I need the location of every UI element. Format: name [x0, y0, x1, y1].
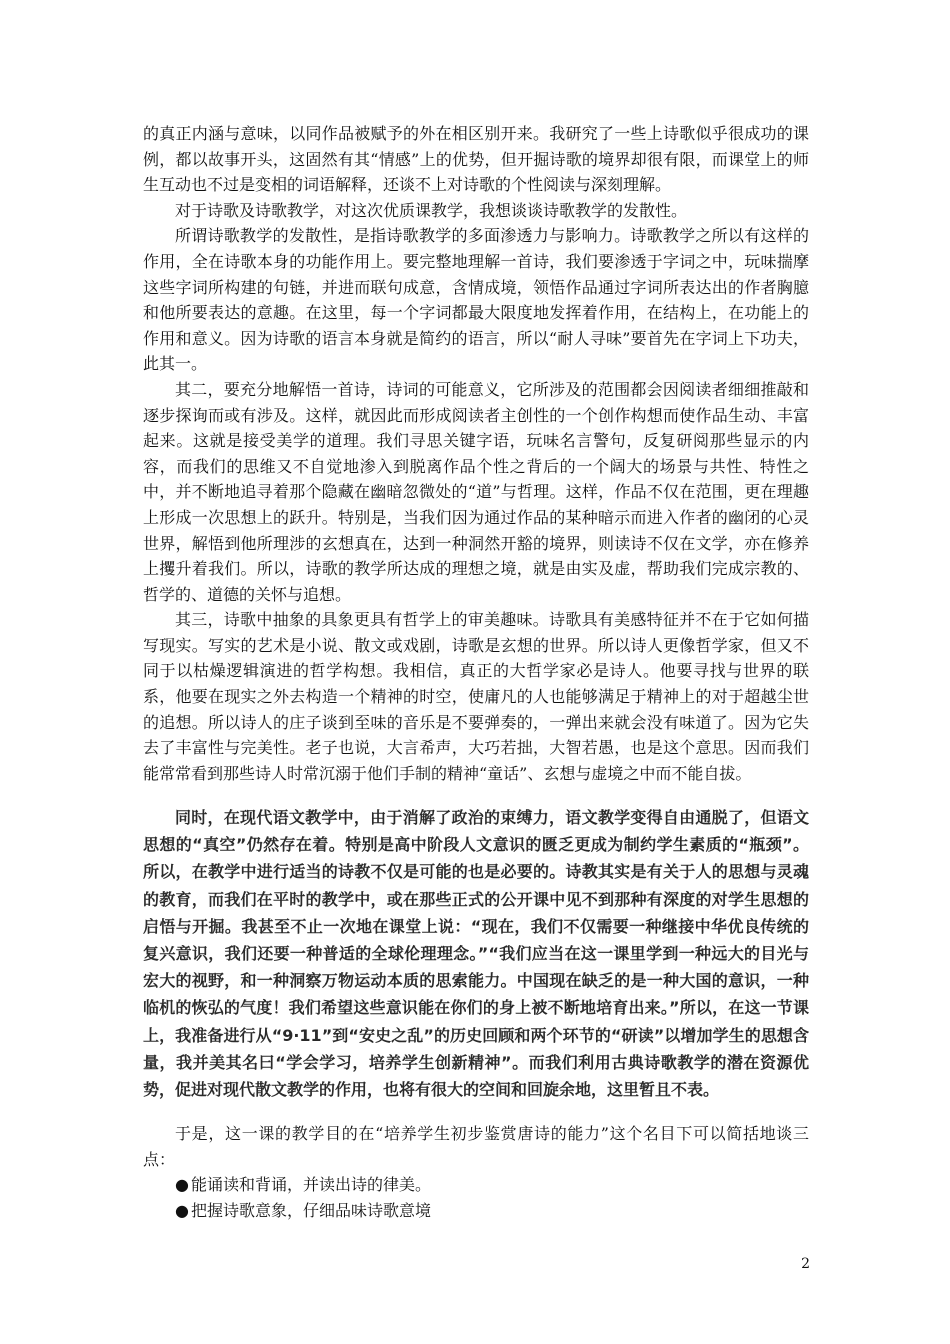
- goals-intro: 于是，这一课的教学目的在“培养学生初步鉴赏唐诗的能力”这个名目下可以简括地谈三点：: [143, 1124, 809, 1169]
- bullet-icon: ●: [175, 1175, 189, 1195]
- body-text-serif: [143, 121, 809, 786]
- goal-item: [143, 1198, 809, 1224]
- bullet-icon: ●: [175, 1200, 189, 1220]
- paragraph-topic: 对于诗歌及诗歌教学，对这次优质课教学，我想谈谈诗歌教学的发散性。: [175, 200, 688, 220]
- paragraph-point-one: 所谓诗歌教学的发散性，是指诗歌教学的多面渗透力与影响力。诗歌教学之所以有这样的作用，全在诗歌本身的功能作用上。要完整地理解一首诗，我们要渗透于字词之中，玩味揣摩这些字词所构建的句链，并进而联句成意，含情成境，领悟作品通过字词所表达出的作者胸臆和他所要表达的意趣。在这里，每一个字词都最大限度地发挥着作用，在结构上，在功能上的作用和意义。因为诗歌的语言本身就是简约的语言，所以“耐人寻味”要首先在字词上下功夫，此其一。: [143, 226, 809, 374]
- teaching-goals: [143, 1121, 809, 1223]
- page-number: 2: [801, 1256, 810, 1272]
- paragraph-modern-teaching: 同时，在现代语文教学中，由于消解了政治的束缚力，语文教学变得自由通脱了，但语文思想的“真空”仍然存在着。特别是高中阶段人文意识的匮乏更成为制约学生素质的“瓶颈”。所以，在教学中进行适当的诗教不仅是可能的也是必要的。诗教其实是有关于人的思想与灵魂的教育，而我们在平时的教学中，或在那些正式的公开课中见不到那种有深度的对学生思想的启悟与开掘。我甚至不止一次地在课堂上说：“现在，我们不仅需要一种继接中华优良传统的复兴意识，我们还要一种普适的全球伦理理念。”“我们应当在这一课里学到一种远大的目光与宏大的视野，和一种洞察万物运动本质的思索能力。中国现在缺乏的是一种大国的意识，一种临机的恢弘的气度！我们希望这些意识能在你们的身上被不断地培育出来。”所以，在这一节课上，我准备进行从“9·11”到“安史之乱”的历史回顾和两个环节的“研读”以增加学生的思想含量，我并美其名曰“学会学习，培养学生创新精神”。而我们利用古典诗歌教学的潜在资源优势，促进对现代散文教学的作用，也将有很大的空间和回旋余地，这里暂且不表。: [143, 808, 809, 1100]
- paragraph-point-three: 其三，诗歌中抽象的具象更具有哲学上的审美趣味。诗歌具有美感特征并不在于它如何描写现实。写实的艺术是小说、散文或戏剧，诗歌是玄想的世界。所以诗人更像哲学家，但又不同于以枯燥逻辑演进的哲学构想。我相信，真正的大哲学家必是诗人。他要寻找与世界的联系，他要在现实之外去构造一个精神的时空，使庸凡的人也能够满足于精神上的对于超越尘世的追想。所以诗人的庄子谈到至味的音乐是不要弹奏的，一弹出来就会没有味道了。因为它失去了丰富性与完美性。老子也说，大言希声，大巧若拙，大智若愚，也是这个意思。因而我们能常常看到那些诗人时常沉溺于他们手制的精神“童话”、玄想与虚境之中而不能自拔。: [143, 610, 809, 783]
- body-text-bold-block: [143, 804, 809, 1103]
- goal-item: [143, 1172, 809, 1198]
- paragraph-continuation: 的真正内涵与意味，以同作品被赋予的外在相区别开来。我研究了一些上诗歌似乎很成功的课例，都以故事开头，这固然有其“情感”上的优势，但开掘诗歌的境界却很有限，而课堂上的师生互动也不过是变相的词语解释，还谈不上对诗歌的个性阅读与深刻理解。: [143, 124, 809, 195]
- goal-text: 把握诗歌意象，仔细品味诗歌意境: [191, 1200, 432, 1220]
- goal-text: 能诵读和背诵，并读出诗的律美。: [191, 1175, 432, 1195]
- paragraph-point-two: 其二，要充分地解悟一首诗，诗词的可能意义，它所涉及的范围都会因阅读者细细推敲和逐步探询而或有涉及。这样，就因此而形成阅读者主创性的一个创作构想而使作品生动、丰富起来。这就是接受美学的道理。我们寻思关键字语，玩味名言警句，反复研阅那些显示的内容，而我们的思维又不自觉地渗入到脱离作品个性之背后的一个阔大的场景与共性、特性之中，并不断地追寻着那个隐藏在幽暗忽微处的“道”与哲理。这样，作品不仅在范围，更在理趣上形成一次思想上的跃升。特别是，当我们因为通过作品的某种暗示而进入作者的幽闭的心灵世界，解悟到他所理涉的玄想真在，达到一种洞然开豁的境界，则读诗不仅在文学，亦在修养上攫升着我们。所以，诗歌的教学所达成的理想之境，就是由实及虚，帮助我们完成宗教的、哲学的、道德的关怀与追想。: [143, 379, 809, 604]
